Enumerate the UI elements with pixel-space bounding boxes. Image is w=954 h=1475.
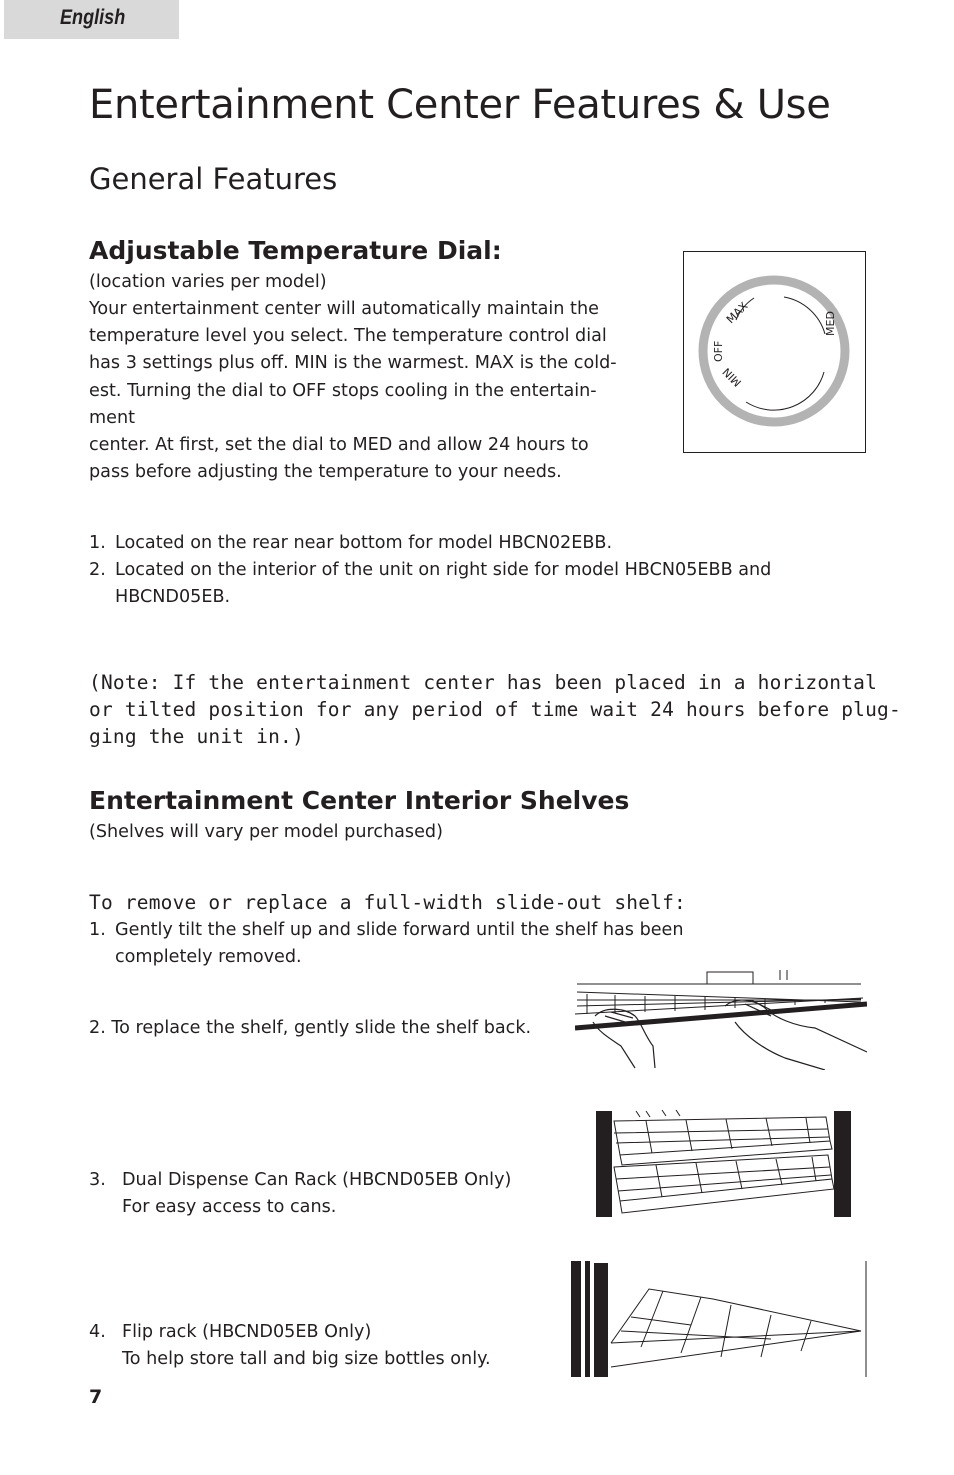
list-item [89,917,684,971]
paragraph-line: pass before adjusting the temperature to your needs. [89,462,562,483]
list-item [89,557,771,611]
page-title: Entertainment Center Features & Use [89,82,831,128]
list-item [89,1167,511,1221]
list-item [89,530,771,557]
shelves-note: (Shelves will vary per model purchased) [89,822,443,842]
list-number: 1. [89,920,106,940]
note-line: ging the unit in.) [89,725,304,749]
temperature-dial-note: (location varies per model) [89,272,327,292]
language-tab [4,0,179,39]
list-text: Located on the interior of the unit on right side for model HBCN05EBB and [115,560,772,581]
temperature-dial-illustration [684,252,864,451]
list-number: 1. [89,533,106,553]
list-text: To replace the shelf, gently slide the shelf back. [111,1018,532,1038]
dial-label-min: MIN [720,365,745,390]
flip-rack-drawing [571,1259,869,1379]
paragraph-line: ment [89,407,136,428]
paragraph-line: temperature level you select. The temperature control dial [89,326,607,347]
list-item [89,1319,491,1373]
list-number: 4. [89,1322,106,1342]
note-line: or tilted position for any period of time wait 24 hours before plug- [89,698,901,722]
list-text: Located on the rear near bottom for model HBCN02EBB. [115,533,613,553]
shelves-heading: Entertainment Center Interior Shelves [89,786,630,815]
dial-label-off: OFF [712,340,725,362]
paragraph-line: est. Turning the dial to OFF stops cooling in the entertain- [89,380,597,401]
dial-location-list [89,530,771,612]
list-text: Flip rack (HBCND05EB Only) [122,1322,372,1342]
shelf-hands-drawing [575,966,867,1070]
shelf-step-1 [89,917,684,971]
shelf-step-2 [89,1015,531,1042]
note-line: (Note: If the entertainment center has been placed in a horizontal [89,671,878,694]
shelf-slide-illustration [575,966,867,1074]
can-rack-illustration [596,1109,854,1221]
list-number: 2. [89,1018,106,1038]
list-text: Gently tilt the shelf up and slide forward until the shelf has been [115,920,684,940]
list-text: Dual Dispense Can Rack (HBCND05EB Only) [122,1170,512,1190]
list-number: 3. [89,1170,106,1190]
temperature-dial-figure [683,251,866,453]
flip-rack-illustration [571,1259,869,1383]
paragraph-line: Your entertainment center will automatically maintain the [89,299,599,319]
temperature-dial-paragraph [89,296,617,486]
list-text: To help store tall and big size bottles only. [122,1349,491,1370]
paragraph-line: center. At first, set the dial to MED and allow 24 hours to [89,435,589,456]
paragraph-line: has 3 settings plus off. MIN is the warmest. MAX is the cold- [89,353,617,374]
can-rack-drawing [596,1109,854,1217]
shelf-step-4 [89,1319,491,1373]
list-text: For easy access to cans. [122,1197,337,1218]
dial-label-max: MAX [723,299,751,327]
list-text: completely removed. [115,947,302,968]
list-number: 2. [89,560,106,581]
temperature-dial-heading: Adjustable Temperature Dial: [89,236,502,265]
language-tab-label: English [60,6,126,29]
list-text: HBCND05EB. [115,587,231,608]
dial-label-med: MED [824,311,837,336]
shelf-step-3 [89,1167,511,1221]
page-number: 7 [89,1386,103,1408]
section-title: General Features [89,162,338,196]
horizontal-placement-note [89,669,901,751]
shelf-removal-subheading: To remove or replace a full-width slide-out shelf: [89,891,686,914]
